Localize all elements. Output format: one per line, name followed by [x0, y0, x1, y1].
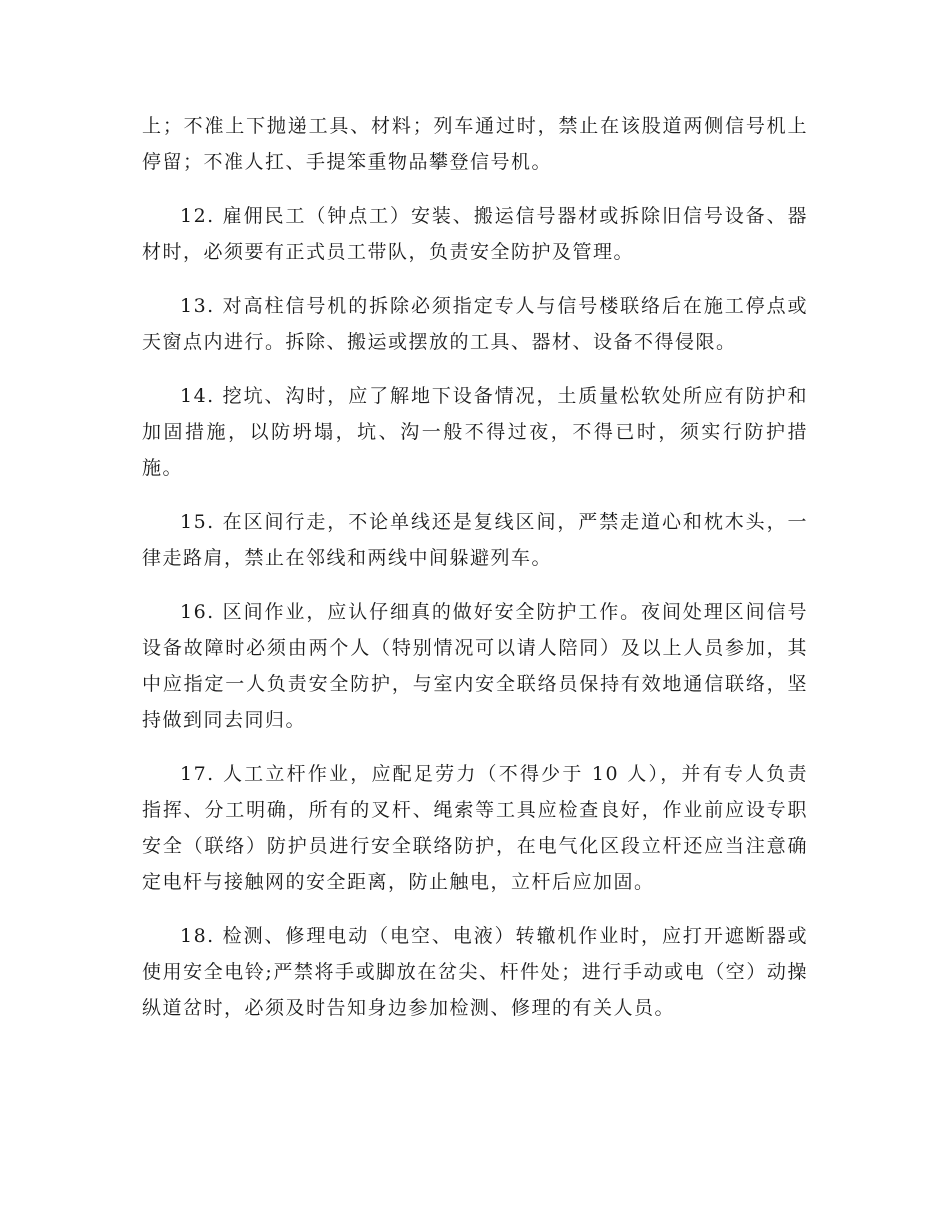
paragraph-item-15: 15. 在区间行走，不论单线还是复线区间，严禁走道心和枕木头，一律走路肩，禁止在邻线和两线中间躲避列车。: [142, 511, 808, 569]
document-body: [142, 108, 808, 1026]
paragraph-item-18: 18. 检测、修理电动（电空、电液）转辙机作业时，应打开遮断器或使用安全电铃;严禁将手或脚放在岔尖、杆件处；进行手动或电（空）动操纵道岔时，必须及时告知身边参加检测、修理的有关人员。: [142, 925, 808, 1019]
paragraph-item-12: 12. 雇佣民工（钟点工）安装、搬运信号器材或拆除旧信号设备、器材时，必须要有正式员工带队，负责安全防护及管理。: [142, 205, 808, 263]
paragraph-continuation: 上；不准上下抛递工具、材料；列车通过时，禁止在该股道两侧信号机上停留；不准人扛、手提笨重物品攀登信号机。: [142, 115, 808, 173]
paragraph-item-17: 17. 人工立杆作业，应配足劳力（不得少于 10 人），并有专人负责指挥、分工明确，所有的叉杆、绳索等工具应检查良好，作业前应设专职安全（联络）防护员进行安全联络防护，在电气化区段立杆还应当注意确定电杆与接触网的安全距离，防止触电，立杆后应加固。: [142, 763, 808, 893]
paragraph-item-16: 16. 区间作业，应认仔细真的做好安全防护工作。夜间处理区间信号设备故障时必须由两个人（特别情况可以请人陪同）及以上人员参加，其中应指定一人负责安全防护，与室内安全联络员保持有效地通信联络，坚持做到同去同归。: [142, 601, 808, 731]
paragraph-item-13: 13. 对高柱信号机的拆除必须指定专人与信号楼联络后在施工停点或天窗点内进行。拆除、搬运或摆放的工具、器材、设备不得侵限。: [142, 295, 808, 353]
paragraph-item-14: 14. 挖坑、沟时，应了解地下设备情况，土质量松软处所应有防护和加固措施，以防坍塌，坑、沟一般不得过夜，不得已时，须实行防护措施。: [142, 385, 808, 479]
